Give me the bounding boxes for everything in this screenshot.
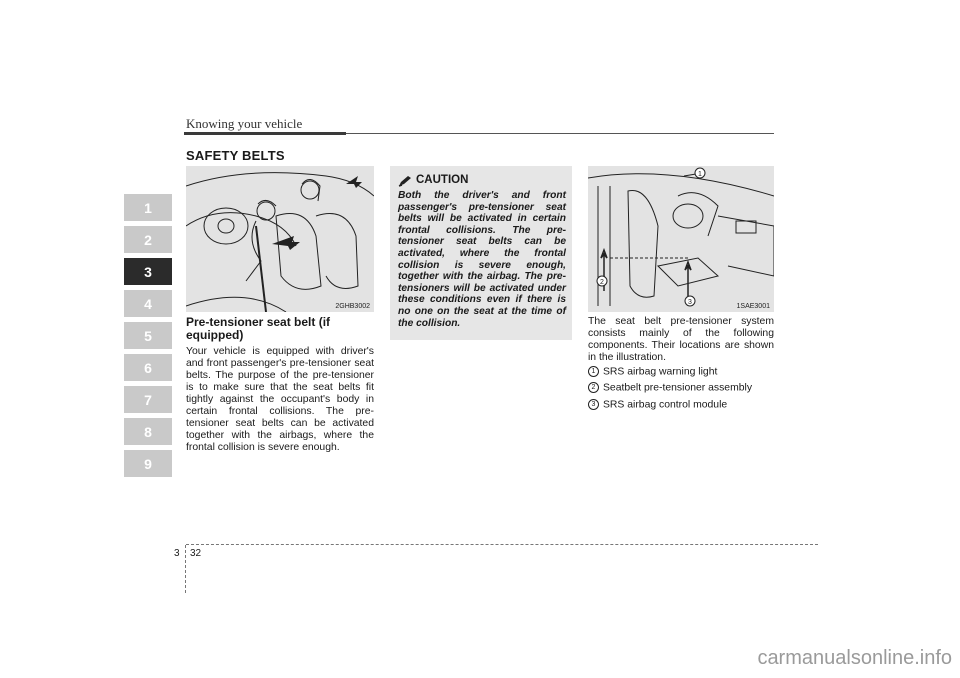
car-cutaway-illustration bbox=[588, 166, 774, 312]
list-label: Seatbelt pre-tensioner assembly bbox=[603, 382, 753, 394]
callout-3: 3 bbox=[688, 299, 692, 306]
list-label: SRS airbag warning light bbox=[603, 366, 718, 378]
header-rule bbox=[184, 132, 346, 135]
footer-divider bbox=[185, 545, 186, 593]
list-item bbox=[588, 382, 774, 394]
figure-pretensioner-occupants bbox=[186, 166, 374, 312]
chapter-tab-2[interactable]: 2 bbox=[124, 226, 172, 253]
footer-rule bbox=[186, 544, 818, 545]
components-list bbox=[588, 366, 774, 411]
watermark: carmanualsonline.info bbox=[757, 647, 952, 669]
chapter-tab-8[interactable]: 8 bbox=[124, 418, 172, 445]
subheading: Pre-tensioner seat belt (if equipped) bbox=[186, 315, 331, 342]
list-number: 2 bbox=[588, 382, 599, 393]
components-intro: The seat belt pre-tensioner system consists mainly of the following components. Their locations are shown in the illustration. bbox=[588, 316, 774, 363]
figure-code: 2GHB3002 bbox=[335, 303, 370, 310]
chapter-tab-4[interactable]: 4 bbox=[124, 290, 172, 317]
list-number: 3 bbox=[588, 399, 599, 410]
caution-pencil-icon bbox=[398, 175, 412, 187]
caution-box bbox=[390, 166, 572, 340]
chapter-tab-1[interactable]: 1 bbox=[124, 194, 172, 221]
caution-title: CAUTION bbox=[416, 174, 469, 186]
list-label: SRS airbag control module bbox=[603, 398, 728, 410]
list-item bbox=[588, 399, 774, 411]
figure-pretensioner-components bbox=[588, 166, 774, 312]
figure-code: 1SAE3001 bbox=[736, 303, 770, 310]
callout-2: 2 bbox=[600, 279, 604, 286]
body-paragraph: Your vehicle is equipped with driver's and front passenger's pre-tensioner seat belts. The purpose of the pre-tensioner is to make sure that the seat belts fit tightly against the occupant's body in certain frontal collisions. The pre-tensioner seat belts can be activated together with the airbags, where the frontal collision is severe enough. bbox=[186, 346, 374, 453]
chapter-tabs bbox=[124, 194, 172, 482]
chapter-tab-5[interactable]: 5 bbox=[124, 322, 172, 349]
list-item bbox=[588, 366, 774, 378]
header-title: Knowing your vehicle bbox=[186, 116, 303, 131]
callout-1: 1 bbox=[698, 171, 702, 178]
chapter-tab-7[interactable]: 7 bbox=[124, 386, 172, 413]
list-number: 1 bbox=[588, 366, 599, 377]
chapter-tab-3[interactable]: 3 bbox=[124, 258, 172, 285]
chapter-tab-9[interactable]: 9 bbox=[124, 450, 172, 477]
car-interior-illustration bbox=[186, 166, 374, 312]
section-title: SAFETY BELTS bbox=[186, 148, 285, 163]
caution-text: Both the driver's and front passenger's pre-tensioner seat belts will be activated in certain frontal collisions. The pre-tensioner seat belts can be activated, where the frontal collision is severe enough, together with the airbag. The pre-tensioners will be activated under these conditions even if there is no one on the seat at the time of the collision. bbox=[398, 190, 566, 329]
footer-page-number: 32 bbox=[190, 548, 202, 559]
header-rule-thin bbox=[346, 133, 774, 134]
chapter-tab-6[interactable]: 6 bbox=[124, 354, 172, 381]
footer-chapter: 3 bbox=[174, 548, 180, 559]
